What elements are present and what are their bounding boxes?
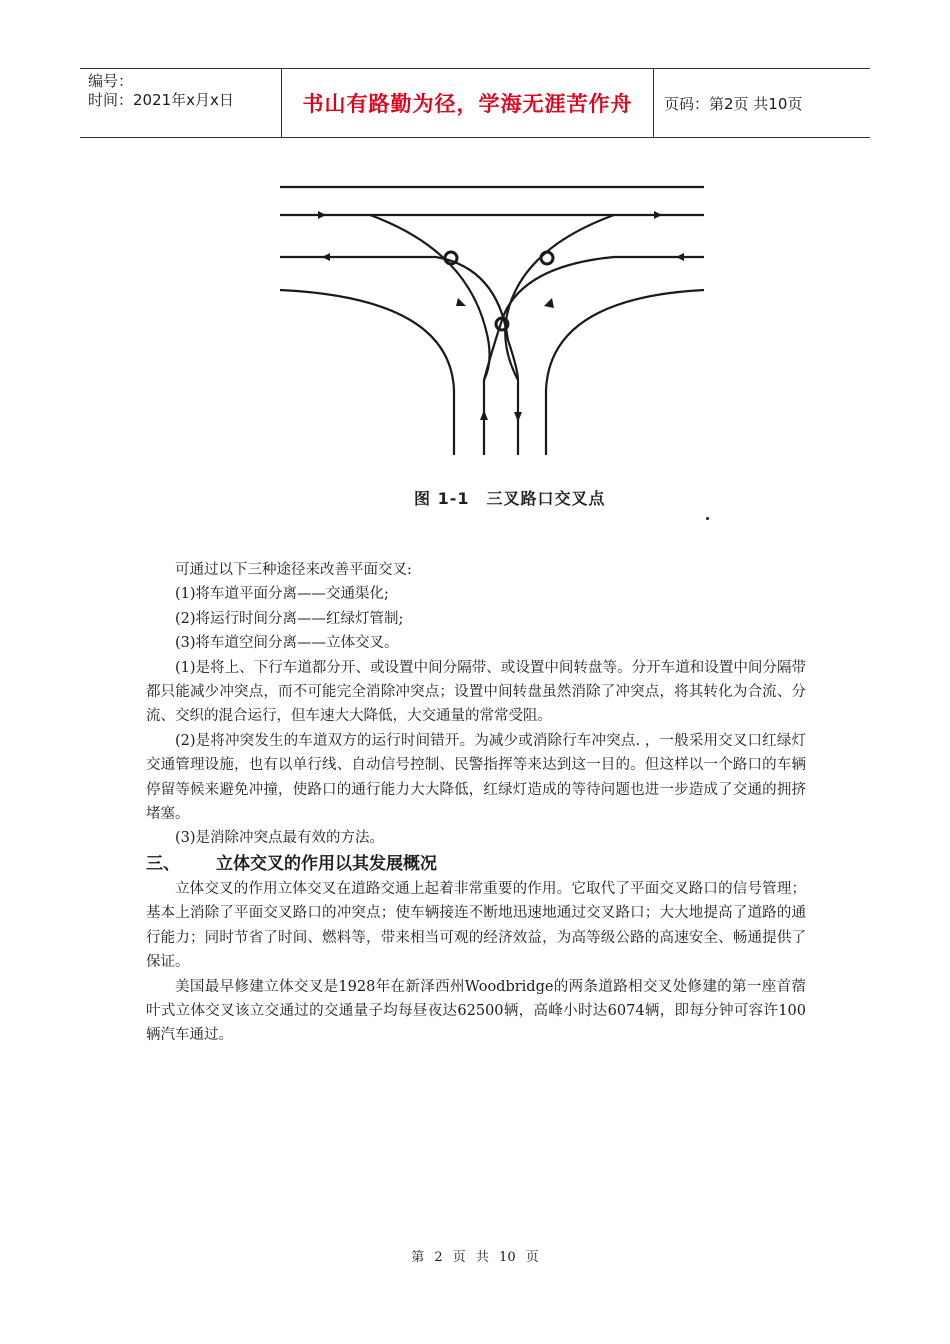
way-item: (2)将运行时间分离——红绿灯管制; xyxy=(175,610,404,627)
way-item: (1)将车道平面分离——交通渠化; xyxy=(175,586,389,603)
arrow-icon xyxy=(480,410,488,420)
header-page-info: 页码：第2页 共10页 xyxy=(664,94,803,113)
header-date: 时间：2021年x月x日 xyxy=(88,91,234,109)
page-footer: 第 2 页 共 10 页 xyxy=(411,1250,539,1265)
arrow-icon xyxy=(456,298,466,306)
intersection-diagram xyxy=(270,170,720,530)
arrow-icon xyxy=(544,298,554,308)
section-heading xyxy=(146,851,806,877)
conflict-point-icon xyxy=(541,252,553,264)
header-motto: 书山有路勤为径，学海无涯苦作舟 xyxy=(282,69,654,137)
right-turn-path-a xyxy=(505,215,614,380)
page-header xyxy=(80,68,870,138)
explain-paragraph-3: (3)是消除冲突点最有效的方法。 xyxy=(175,830,385,847)
role-paragraph: 立体交叉的作用立体交叉在道路交通上起着非常重要的作用。它取代了平面交叉路口的信号管理；基本上消除了平面交叉路口的冲突点；使车辆接连不断地迅速地通过交叉路口；大大地提高了道路的通行能力；同时节省了时间、燃料等，带来相当可观的经济效益，为高等级公路的高速安全、畅通提供了保证。 xyxy=(146,880,806,971)
arrow-icon xyxy=(514,412,522,422)
conflict-point-icon xyxy=(445,252,457,264)
section-number: 三、 xyxy=(146,853,180,874)
explain-paragraph-1: (1)是将上、下行车道都分开、或设置中间分隔带、或设置中间转盘等。分开车道和设置中间分隔带都只能减少冲突点，而不可能完全消除冲突点；设置中间转盘虽然消除了冲突点，将其转化为合流、分流、交织的混合运行，但车速大大降低，大交通量的常常受阻。 xyxy=(146,659,806,725)
header-meta xyxy=(80,69,282,137)
road-edge-right-curve xyxy=(546,290,704,455)
history-paragraph: 美国最早修建立体交叉是1928年在新泽西州Woodbridge的两条道路相交叉处修建的第一座首蓿叶式立体交叉该立交通过的交通量子均每昼夜达62500辆，高峰小时达6074辆，即每分钟可容许100辆汽车通过。 xyxy=(146,978,806,1044)
body-text xyxy=(146,558,806,1048)
section-title: 立体交叉的作用以其发展概况 xyxy=(216,853,437,874)
arrow-icon xyxy=(654,211,662,219)
header-number-label: 编号： xyxy=(88,72,134,90)
arrow-icon xyxy=(318,211,326,219)
stray-dot xyxy=(706,517,709,520)
arrow-icon xyxy=(322,253,330,261)
arrow-icon xyxy=(676,253,684,261)
intro-paragraph: 可通过以下三种途径来改善平面交叉: xyxy=(175,562,412,578)
figure-caption: 图 1-1 三叉路口交叉点 xyxy=(414,489,606,508)
way-item: (3)将车道空间分离——立体交叉。 xyxy=(175,635,399,652)
explain-paragraph-2: (2)是将冲突发生的车道双方的运行时间错开。为减少或消除行车冲突点. ，一般采用交叉口红绿灯交通管理设施，也有以单行线、自动信号控制、民警指挥等来达到这一目的。但这样以一个路口的车辆停留等候来避免冲撞，使路口的通行能力大大降低，红绿灯造成的等待问题也进一步造成了交通的拥挤堵塞。 xyxy=(146,732,806,823)
road-edge-left-curve xyxy=(280,290,454,455)
left-turn-path-b xyxy=(436,257,518,455)
